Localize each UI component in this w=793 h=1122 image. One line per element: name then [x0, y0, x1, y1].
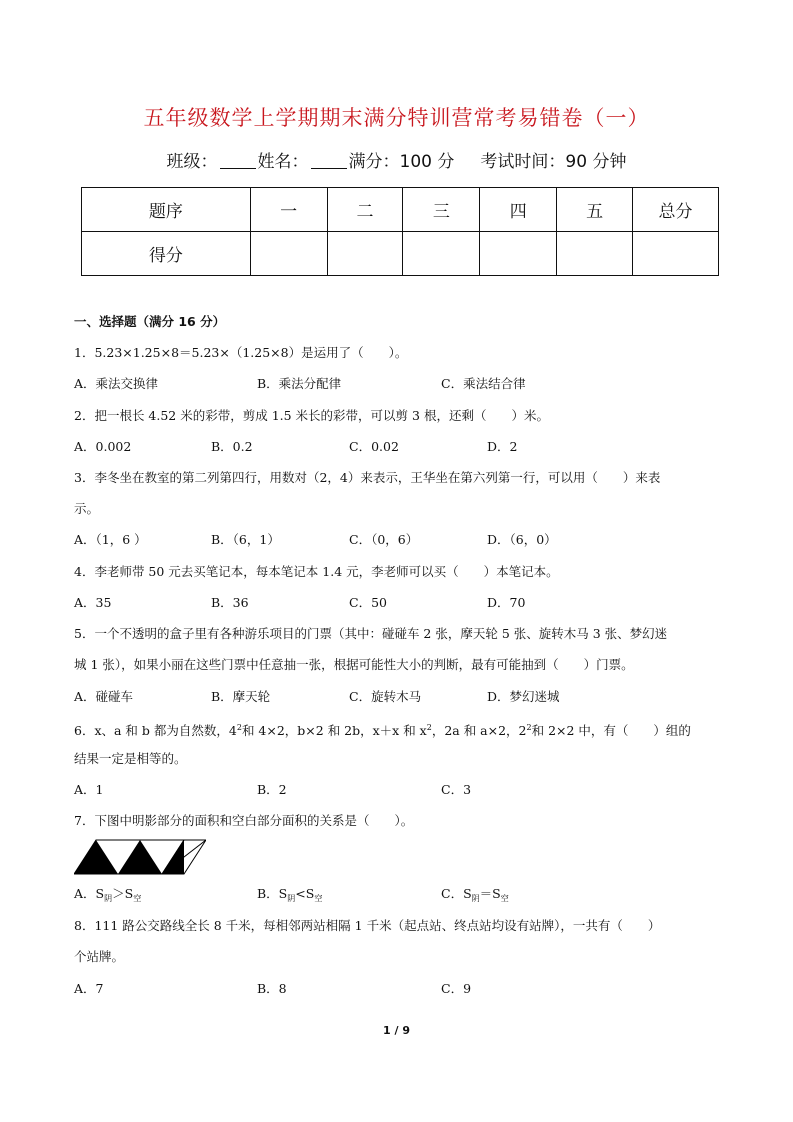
question-5-line2: 城 1 张），如果小丽在这些门票中任意抽一张，根据可能性大小的判断，最有可能抽到（ ）门票。 — [74, 657, 634, 672]
score-table — [81, 187, 719, 276]
exponent: 2 — [236, 723, 242, 732]
q3-option-b[interactable]: B．（6，1） — [211, 532, 280, 547]
q3-option-c[interactable]: C．（0，6） — [349, 532, 419, 547]
q1-option-a[interactable]: A．乘法交换律 — [74, 376, 159, 391]
q2-option-a[interactable]: A．0.002 — [74, 439, 132, 454]
q6-option-b[interactable]: B．2 — [257, 782, 287, 797]
q4-option-b[interactable]: B．36 — [211, 595, 249, 610]
table-cell: 五 — [557, 188, 633, 232]
q6-text-part: 和 2×2 中，有（ ）组的 — [531, 723, 691, 738]
q5-option-d[interactable]: D．梦幻迷城 — [487, 689, 560, 704]
q6-text-part: 和 4×2，b×2 和 2b，x＋x 和 x — [241, 723, 427, 738]
class-blank[interactable] — [220, 152, 256, 169]
full-score: 满分：100 分 — [348, 152, 455, 172]
question-6-line1 — [74, 720, 691, 739]
score-input-cell[interactable] — [480, 232, 557, 276]
q4-option-c[interactable]: C．50 — [349, 595, 387, 610]
question-5-line1: 5．一个不透明的盒子里有各种游乐项目的门票（其中：碰碰车 2 张，摩天轮 5 张、旋转木马 3 张、梦幻迷 — [74, 626, 668, 641]
table-cell: 题序 — [82, 188, 251, 232]
question-3-line2: 示。 — [74, 501, 100, 516]
score-input-cell[interactable] — [557, 232, 633, 276]
question-3-line1: 3．李冬坐在教室的第二列第四行，用数对（2，4）来表示，王华坐在第六列第一行，可以用（ ）来表 — [74, 470, 661, 485]
table-cell: 四 — [480, 188, 557, 232]
shaded-triangle — [118, 840, 162, 874]
q6-text-part: ，2a 和 a×2，2 — [431, 723, 527, 738]
q5-option-a[interactable]: A．碰碰车 — [74, 689, 134, 704]
exam-time: 考试时间：90 分钟 — [480, 152, 627, 172]
q4-option-a[interactable]: A．35 — [74, 595, 112, 610]
q3-option-d[interactable]: D．（6，0） — [487, 532, 557, 547]
q3-option-a[interactable]: A．（1，6 ） — [74, 532, 147, 547]
q6-text-part: 6．x、a 和 b 都为自然数，4 — [74, 723, 237, 738]
question-6-line2: 结果一定是相等的。 — [74, 751, 187, 766]
parallelogram-triangles-figure — [74, 839, 206, 875]
score-input-cell[interactable] — [633, 232, 719, 276]
q7-option-a[interactable]: A．$S_阴>S_空$ — [74, 886, 142, 903]
q8-option-b[interactable]: B．8 — [257, 981, 287, 996]
q1-option-c[interactable]: C．乘法结合律 — [441, 376, 526, 391]
question-4: 4．李老师带 50 元去买笔记本，每本笔记本 1.4 元，李老师可以买（ ）本笔记本。 — [74, 564, 559, 579]
question-8-line1: 8．111 路公交路线全长 8 千米，每相邻两站相隔 1 千米（起点站、终点站均设有站牌），一共有（ ） — [74, 918, 661, 933]
exponent: 2 — [426, 723, 432, 732]
section-heading: 一、选择题（满分 16 分） — [74, 314, 226, 329]
table-cell: 三 — [403, 188, 480, 232]
question-1: 1．5.23×1.25×8＝5.23×（1.25×8）是运用了（ ）。 — [74, 345, 408, 360]
score-input-cell[interactable] — [250, 232, 327, 276]
page-title: 五年级数学上学期期末满分特训营常考易错卷（一） — [143, 106, 650, 130]
q5-option-c[interactable]: C．旋转木马 — [349, 689, 422, 704]
score-input-cell[interactable] — [403, 232, 480, 276]
table-cell: 一 — [250, 188, 327, 232]
q2-option-d[interactable]: D．2 — [487, 439, 518, 454]
exponent: 2 — [526, 723, 532, 732]
table-cell: 得分 — [82, 232, 251, 276]
q6-option-a[interactable]: A．1 — [74, 782, 104, 797]
score-table-header-row — [82, 188, 719, 232]
q7-option-c[interactable]: C．$S_阴=S_空$ — [441, 886, 509, 903]
q2-option-c[interactable]: C．0.02 — [349, 439, 399, 454]
q2-option-b[interactable]: B．0.2 — [211, 439, 253, 454]
table-cell: 总分 — [633, 188, 719, 232]
class-label: 班级： — [166, 152, 218, 172]
question-8-line2: 个站牌。 — [74, 949, 125, 964]
q8-option-a[interactable]: A．7 — [74, 981, 104, 996]
q7-option-b[interactable]: B．$S_阴<S_空$ — [257, 886, 323, 903]
score-input-cell[interactable] — [327, 232, 403, 276]
question-2: 2．把一根长 4.52 米的彩带，剪成 1.5 米长的彩带，可以剪 3 根，还剩（ ）米。 — [74, 408, 549, 423]
name-blank[interactable] — [311, 152, 347, 169]
table-cell: 二 — [327, 188, 403, 232]
question-7: 7．下图中明影部分的面积和空白部分面积的关系是（ ）。 — [74, 813, 414, 828]
page-number: 1 / 9 — [383, 1024, 410, 1037]
exam-info — [0, 147, 793, 172]
q8-option-c[interactable]: C．9 — [441, 981, 472, 996]
name-label: 姓名： — [257, 152, 309, 172]
shaded-triangle — [74, 840, 118, 874]
q1-option-b[interactable]: B．乘法分配律 — [257, 376, 342, 391]
score-table-score-row — [82, 232, 719, 276]
q6-option-c[interactable]: C．3 — [441, 782, 472, 797]
q4-option-d[interactable]: D．70 — [487, 595, 526, 610]
q5-option-b[interactable]: B．摩天轮 — [211, 689, 271, 704]
